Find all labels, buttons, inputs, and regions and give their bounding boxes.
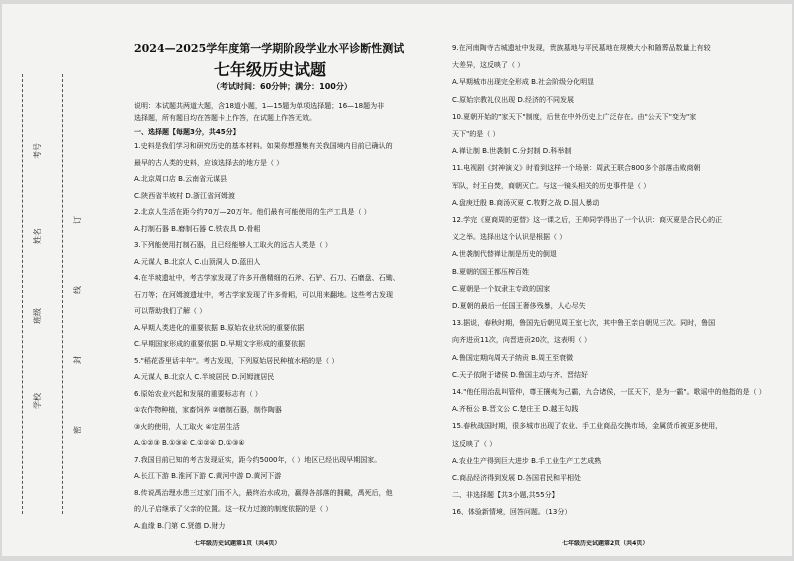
question-line: 16、体验新情境，回答问题。（13分） xyxy=(452,508,572,517)
footer-left: 七年级历史试题第1页（共4页） xyxy=(194,540,281,547)
question-line: D.夏朝的最后一任国王奢侈残暴，人心尽失 xyxy=(452,302,586,310)
question-line: 最早的古人类的史料，应该选择去的地方是（ ） xyxy=(134,158,284,167)
question-line: A.农业生产得到巨大进步 B.手工业生产工艺成熟 xyxy=(452,456,602,465)
question-line: A.早期人类进化的重要依据 B.原始农业状况的重要依据 xyxy=(134,323,305,332)
question-line: 义之举。选择出这个认识是根据（ ） xyxy=(452,233,567,242)
question-line: A.早期城市出现完全形成 B.社会阶级分化明显 xyxy=(452,78,595,87)
question-line: 11.电视剧《封神演义》时看到这样一个场景：周武王联合800多个部落击败商朝 xyxy=(452,164,701,173)
question-line: 二、非选择题【共3小题,共55分】 xyxy=(452,491,559,500)
footer-right: 七年级历史试题第2页（共4页） xyxy=(562,540,649,547)
question-line: 这反映了（ ） xyxy=(452,439,497,448)
question-line: A.世袭制代替禅让制是历史的倒退 xyxy=(452,250,557,259)
question-line: 军队，纣王自焚，商朝灭亡。与这一镜头相关的历史事件是（ ） xyxy=(452,181,651,190)
seal-line xyxy=(62,74,63,514)
class-label: 班级 xyxy=(33,308,42,324)
name-label: 姓名 xyxy=(33,228,42,244)
exam-paper xyxy=(2,4,792,556)
question-line: 向齐进贡11次，向晋进贡20次，这表明（ ） xyxy=(452,336,592,345)
seal-word-feng: 封 xyxy=(73,356,82,364)
seal-word-ding: 订 xyxy=(73,216,82,224)
seal-word-xian: 线 xyxy=(73,286,82,294)
subject-title: 七年级历史试题 xyxy=(214,60,327,79)
question-line: A.盘庚迁殷 B.商汤灭夏 C.牧野之战 D.国人暴动 xyxy=(452,198,600,207)
question-line: A.打制石器 B.磨制石器 C.铁农具 D.骨耜 xyxy=(134,224,261,233)
question-line: 大差异，这反映了（ ） xyxy=(452,61,525,70)
question-line: 4.在半坡遗址中，考古学家发现了许多开凿精细的石斧、石铲、石刀、石磨盘、石锄、 xyxy=(134,274,400,282)
question-line: 2.北京人生活在距今约70万—20万年。他们最有可能使用的生产工具是（ ） xyxy=(134,208,371,216)
question-line: A.北京周口店 B.云南省元谋县 xyxy=(134,175,228,183)
question-line: 12.学完《夏商周的更替》这一课之后，王帅同学得出了一个认识：商灭夏是合民心的正 xyxy=(452,216,723,224)
question-line: A.元谋人 B.北京人 C.山顶洞人 D.蓝田人 xyxy=(134,257,261,266)
question-line: 14."他任用治乱叫管仲，尊王攘夷为己霸，九合诸侯，一匡天下，是为一霸"。歌谣中的他指的是（ ） xyxy=(452,388,766,396)
question-line: A.①②③ B.①③④ C.①②④ D.①③④ xyxy=(134,439,245,447)
question-line: A.鲁国定期向周天子纳贡 B.周王至衰微 xyxy=(452,353,574,362)
question-line: C.天子依附于诸侯 D.鲁国主动与齐、晋结好 xyxy=(452,370,588,379)
exam-info: （考试时间：60分钟；满分：100分） xyxy=(212,82,352,91)
question-line: C.陕西省半坡村 D.浙江省河姆渡 xyxy=(134,191,235,200)
question-line: 5."稻花香里话丰年"。考古发现，下列原始居民种植水稻的是（ ） xyxy=(134,356,339,365)
question-line: ①农作物种植，家畜饲养 ②磨制石器，制作陶器 xyxy=(134,406,282,414)
question-line: 10.夏朝开始的"家天下"制度，后世在中外历史上广泛存在。由"公天下"变为"家 xyxy=(452,112,697,121)
question-line: A.禅让制 B.世袭制 C.分封制 D.科举制 xyxy=(452,147,572,156)
seal-word-mi: 密 xyxy=(73,426,82,434)
question-line: 13.据说，春秋时期，鲁国先后朝见周王室七次，其中鲁王亲自朝见三次。同时，鲁国 xyxy=(452,319,716,328)
question-line: C.夏朝是一个奴隶主专政的国家 xyxy=(452,284,551,293)
question-line: A.元谋人 B.北京人 C.半坡居民 D.河姆渡居民 xyxy=(134,373,275,381)
question-line: C.商品经济得到发展 D.各国君民和平相处 xyxy=(452,474,581,482)
question-line: A.长江下游 B.淮河下游 C.黄河中游 D.黄河下游 xyxy=(134,472,282,480)
question-line: 7.我国目前已知的考古发现证实，距今约5000年，（ ）地区已经出现早期国家。 xyxy=(134,455,382,464)
question-line: 3.下列能使用打制石器，且已经能够人工取火的远古人类是（ ） xyxy=(134,241,332,249)
question-line: 石刀等；在河姆渡遗址中，考古学家发现了许多骨耜，可以用来翻地。这些考古发现 xyxy=(134,290,393,299)
question-line: B.夏朝的国王都压榨百姓 xyxy=(452,267,530,276)
question-line: 的儿子启继承了父亲的位置。这一权力过渡的制度依据的是（ ） xyxy=(134,505,333,513)
question-line: A.齐桓公 B.晋文公 C.楚庄王 D.越王勾践 xyxy=(452,405,579,414)
question-line: A.血缘 B.门第 C.贤德 D.财力 xyxy=(134,521,226,530)
question-line: 1.史料是我们学习和研究历史的基本材料。如果你想搜集有关我国境内目前已确认的 xyxy=(134,142,393,150)
section1-title: 一、选择题【每题3分，共45分】 xyxy=(134,128,240,136)
instructions-line-1: 说明：本试题共两道大题，含18道小题，1—15题为单项选择题；16—18题为非 xyxy=(134,102,385,110)
exam-title: 2024—2025学年度第一学期阶段学业水平诊断性测试 xyxy=(134,42,405,55)
instructions-line-2: 选择题，所有题目均在答题卡上作答，在试题上作答无效。 xyxy=(134,114,316,122)
exam-number-label: 考号 xyxy=(33,143,42,159)
question-line: 6.原始农业兴起和发展的重要标志有（ ） xyxy=(134,389,262,398)
school-label: 学校 xyxy=(33,393,42,409)
question-line: 可以帮助我们了解（ ） xyxy=(134,307,207,315)
question-line: ③火的使用，人工取火 ④定居生活 xyxy=(134,422,240,431)
question-line: 15.春秋战国时期，很多城市出现了农业、手工业商品交换市场，金属货币被更多使用， xyxy=(452,422,723,431)
binding-margin xyxy=(2,4,130,556)
question-line: 8.传说禹治理水患三过家门而不入，最终治水成功，赢得各部落的拥戴，禹死后，他 xyxy=(134,488,393,497)
question-line: C.原始宗教礼仪出现 D.经济的不同发展 xyxy=(452,95,574,104)
seal-line-outer xyxy=(22,74,23,514)
question-line: 天下"的是（ ） xyxy=(452,130,500,138)
question-line: C.早期国家形成的重要依据 D.早期文字形成的重要依据 xyxy=(134,340,305,348)
question-line: 9.在河南陶寺古城遗址中发现，贵族墓地与平民墓地在规模大小和随葬品数量上有较 xyxy=(452,44,711,52)
